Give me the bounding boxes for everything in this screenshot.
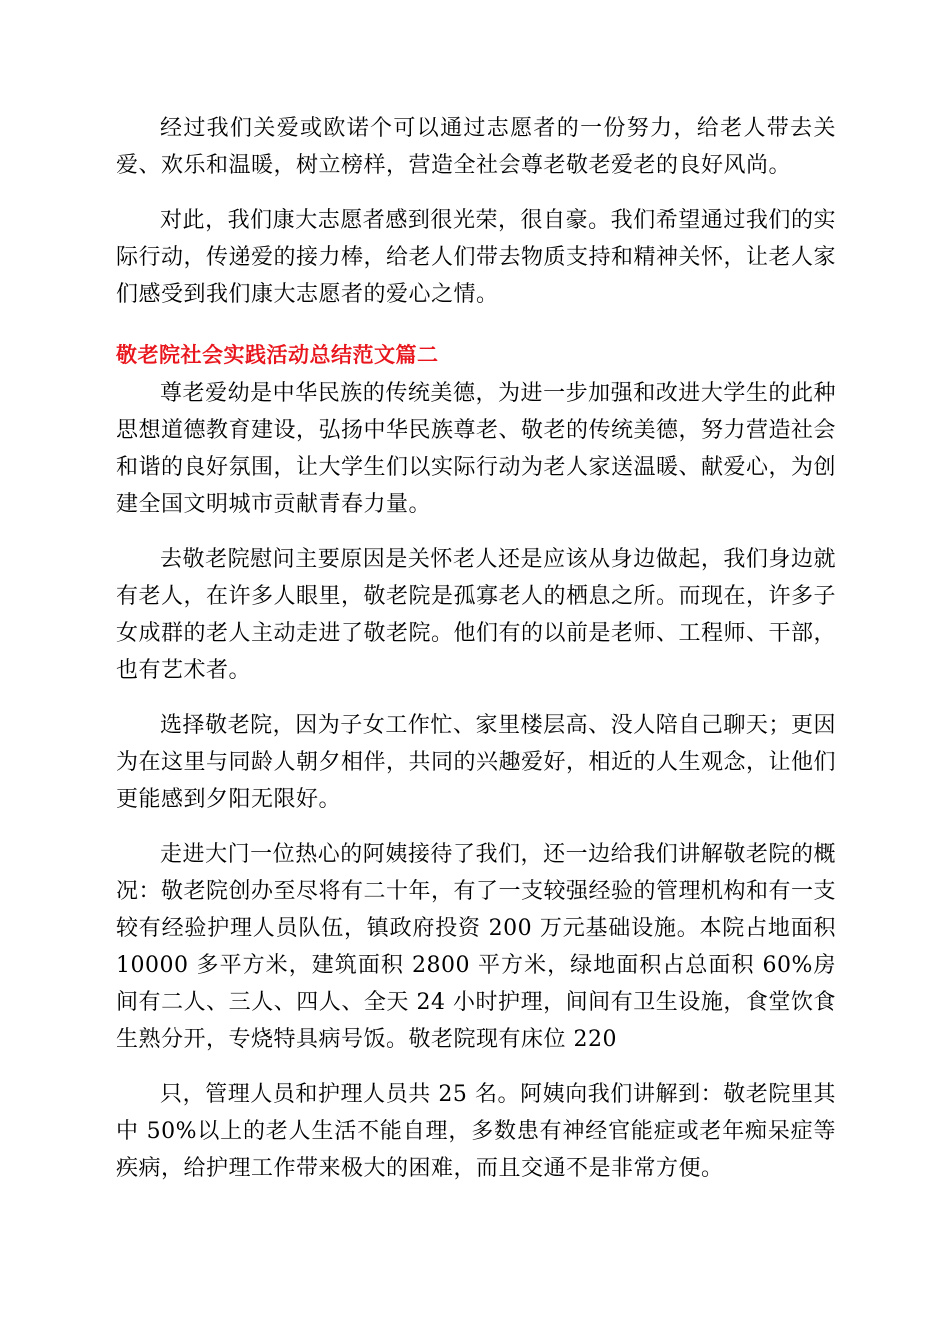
paragraph: 只，管理人员和护理人员共 25 名。阿姨向我们讲解到：敬老院里其中 50%以上的老人生活不能自理，多数患有神经官能症或老年痴呆症等疾病，给护理工作带来极大的困难，而且交通不是非常方便。 [116, 1082, 836, 1181]
paragraph: 对此，我们康大志愿者感到很光荣，很自豪。我们希望通过我们的实际行动，传递爱的接力棒，给老人们带去物质支持和精神关怀，让老人家们感受到我们康大志愿者的爱心之情。 [116, 208, 837, 307]
document-body [116, 110, 836, 1187]
paragraph: 去敬老院慰问主要原因是关怀老人还是应该从身边做起，我们身边就有老人，在许多人眼里，敬老院是孤寡老人的栖息之所。而现在，许多子女成群的老人主动走进了敬老院。他们有的以前是老师、工程师、干部，也有艺术者。 [116, 547, 837, 683]
paragraph: 尊老爱幼是中华民族的传统美德，为进一步加强和改进大学生的此种思想道德教育建设，弘扬中华民族尊老、敬老的传统美德，努力营造社会和谐的良好氛围，让大学生们以实际行动为老人家送温暖、献爱心，为创建全国文明城市贡献青春力量。 [116, 381, 837, 517]
section-heading: 敬老院社会实践活动总结范文篇二 [116, 343, 439, 367]
paragraph: 经过我们关爱或欧诺个可以通过志愿者的一份努力，给老人带去关爱、欢乐和温暖，树立榜样，营造全社会尊老敬老爱老的良好风尚。 [116, 116, 836, 178]
paragraph: 选择敬老院，因为子女工作忙、家里楼层高、没人陪自己聊天；更因为在这里与同龄人朝夕相伴，共同的兴趣爱好，相近的人生观念，让他们更能感到夕阳无限好。 [116, 713, 837, 812]
paragraph: 走进大门一位热心的阿姨接待了我们，还一边给我们讲解敬老院的概况：敬老院创办至尽将有二十年，有了一支较强经验的管理机构和有一支较有经验护理人员队伍，镇政府投资 200 万元基础设施。本院占地面积 10000 多平方米，建筑面积 2800 平方米，绿地面积占总面积 60%房间有二人、三人、四人、全天 24 小时护理，间间有卫生设施，食堂饮食生熟分开，专烧特具病号饭。敬老院现有床位 220 [116, 842, 837, 1052]
